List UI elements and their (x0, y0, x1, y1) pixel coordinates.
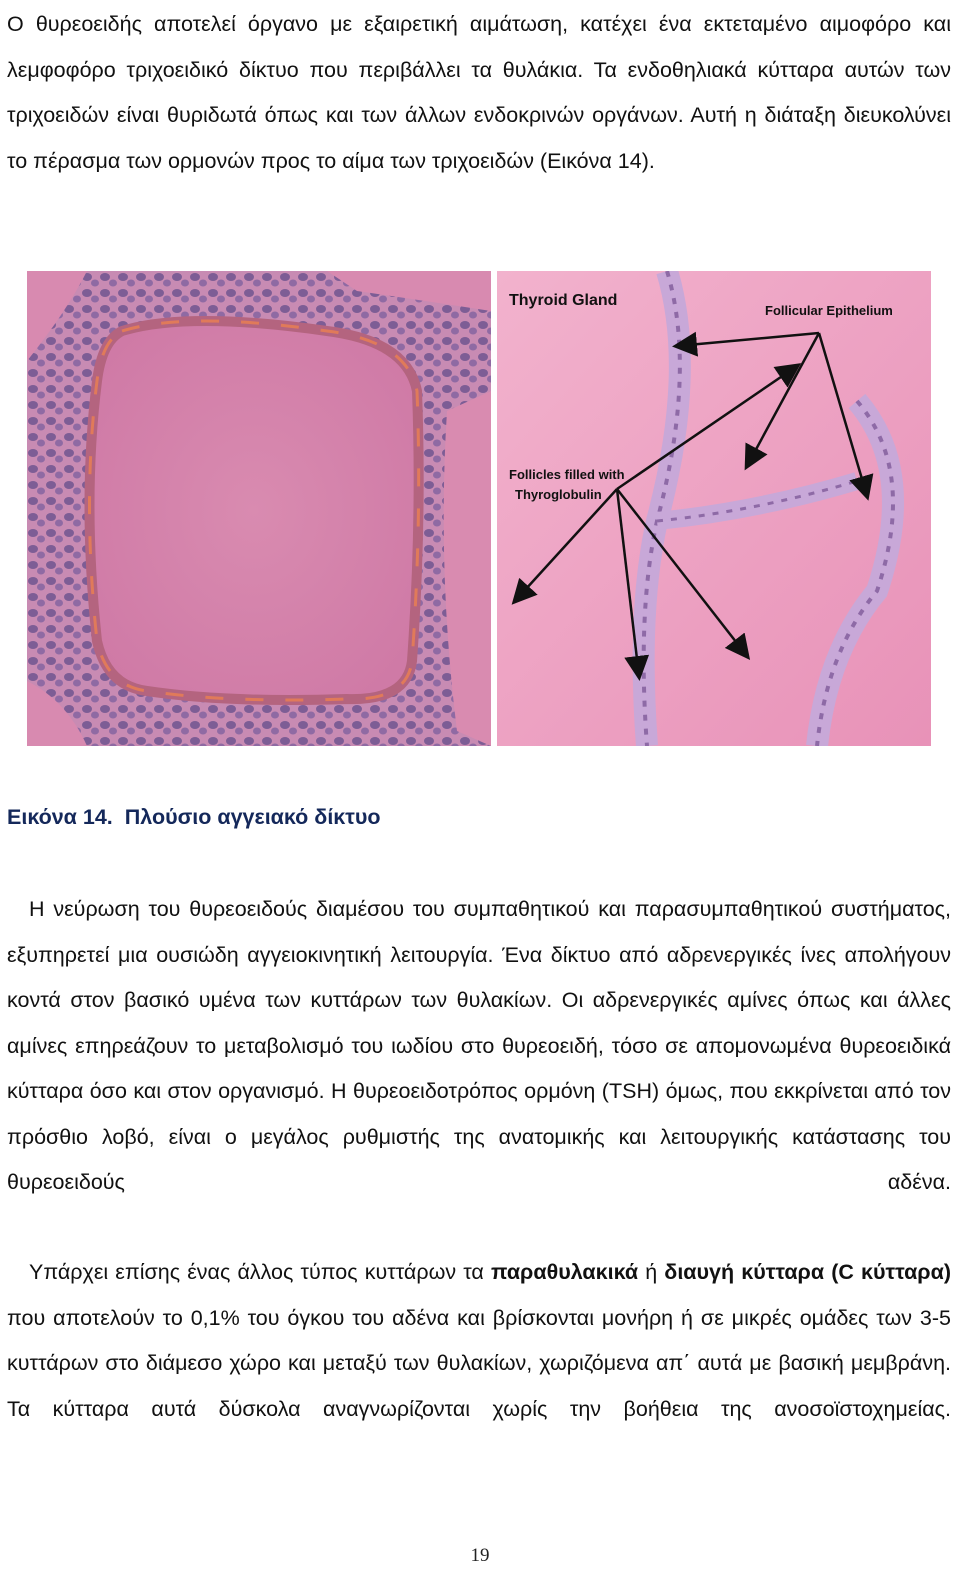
label-thyroid-gland: Thyroid Gland (509, 292, 618, 309)
term-parafollicular: παραθυλακικά (490, 1260, 639, 1284)
c-cells-text-3: που αποτελούν το 0,1% του όγκου του αδένα και βρίσκονται μονήρη ή σε μικρές ομάδες των 3-5 κυττάρων στο διάμεσο χώρο και μεταξύ των θυλακίων, χωριζόμενα απ΄ αυτά με βασική μεμβράνη. Τα κύτταρα αυτά δύσκολα αναγνωρίζονται χωρίς την βοήθεια της ανοσοϊστοχημείας. (7, 1305, 951, 1421)
label-follicular-epithelium: Follicular Epithelium (765, 303, 893, 318)
caption-number: Εικόνα 14. (7, 805, 113, 829)
intro-paragraph: Ο θυρεοειδής αποτελεί όργανο με εξαιρετική αιμάτωση, κατέχει ένα εκτεταμένο αιμοφόρο και λεμφοφόρο τριχοειδικό δίκτυο που περιβάλλει τα θυλάκια. Τα ενδοθηλιακά κύτταρα αυτών των τριχοειδών είναι θυριδωτά όπως και των άλλων ενδοκρινών οργάνων. Αυτή η διάταξη διευκολύνει το πέρασμα των ορμονών προς το αίμα των τριχοειδών (Εικόνα 14). (7, 12, 951, 173)
c-cells-text-2: ή (638, 1260, 665, 1284)
page-number: 19 (470, 1545, 490, 1566)
c-cells-text-1: Υπάρχει επίσης ένας άλλος τύπος κυττάρων τα (29, 1260, 491, 1284)
label-follicles-line2: Thyroglobulin (515, 487, 602, 502)
innervation-paragraph: Η νεύρωση του θυρεοειδούς διαμέσου του συμπαθητικού και παρασυμπαθητικού συστήματος, εξυπηρετεί μια ουσιώδη αγγειοκινητική λειτουργία. Ένα δίκτυο από αδρενεργικές ίνες απολήγουν κοντά στον βασικό υμένα των κυττάρων των θυλακίων. Οι αδρενεργικές αμίνες όπως και άλλες αμίνες επηρεάζουν το μεταβολισμό του ιωδίου στο θυρεοειδή, τόσο σε απομονωμένα θυρεοειδικά κύτταρα όσο και στον οργανισμό. Η θυρεοειδοτρόπος ορμόνη (TSH) όμως, που εκκρίνεται από τον πρόσθιο λοβό, είναι ο μεγάλος ρυθμιστής της ανατομικής και λειτουργικής κατάστασης του θυρεοειδούς αδένα. (7, 897, 951, 1194)
figure-caption (7, 805, 381, 830)
c-cells-paragraph (7, 1250, 951, 1432)
label-follicles-line1: Follicles filled with (509, 467, 625, 482)
histology-image-thyroid-labeled (497, 271, 931, 746)
caption-title: Πλούσιο αγγειακό δίκτυο (124, 805, 381, 829)
term-clear-cells: διαυγή κύτταρα (C κύτταρα) (664, 1260, 951, 1284)
histology-image-capillary-network (27, 271, 491, 746)
